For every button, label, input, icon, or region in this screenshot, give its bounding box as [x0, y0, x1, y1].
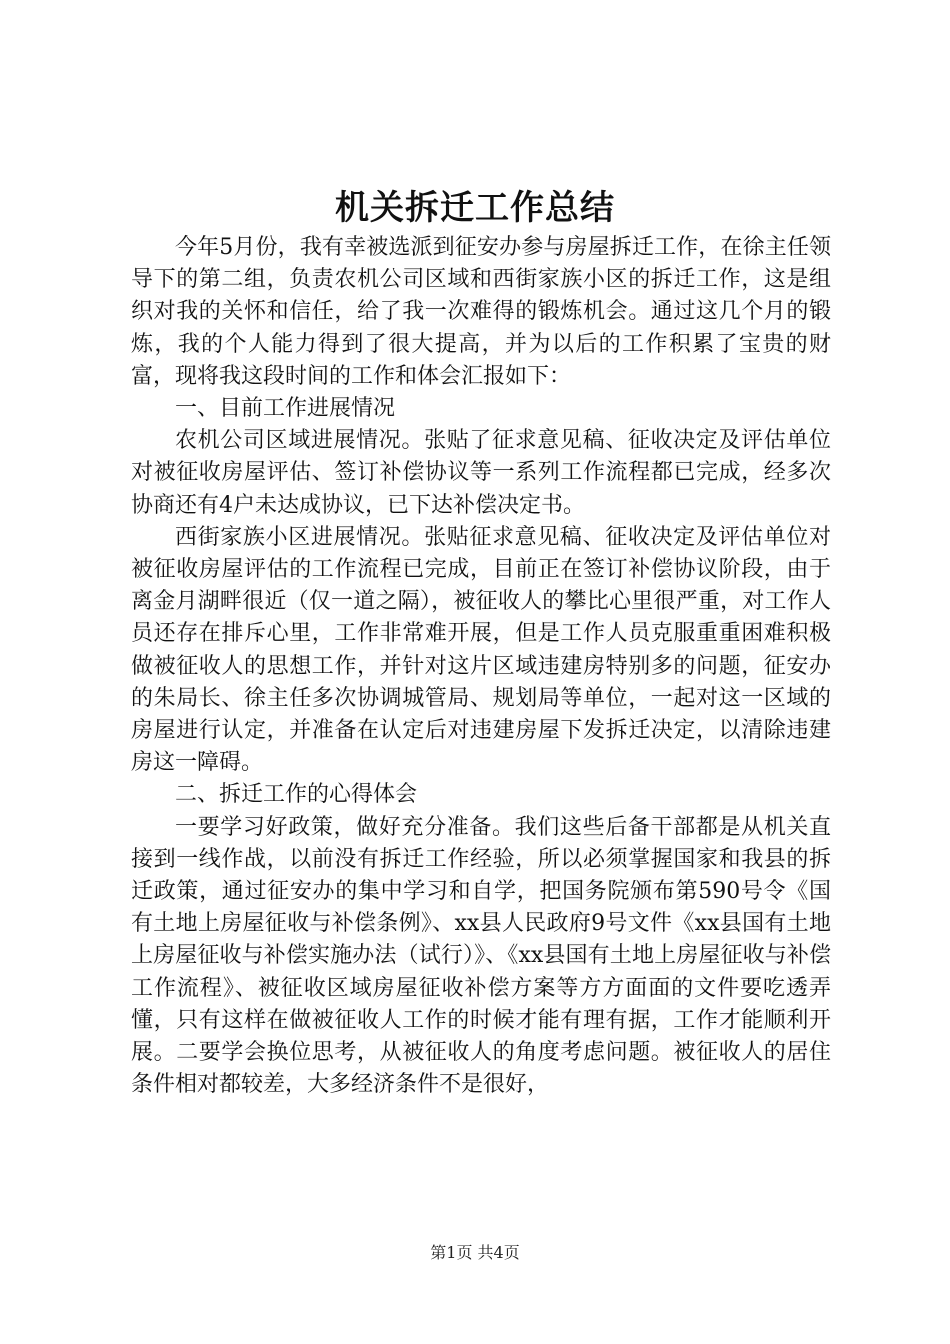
document-body: [131, 232, 831, 1101]
paragraph-xijie-progress: 西街家族小区进展情况。张贴征求意见稿、征收决定及评估单位对被征收房屋评估的工作流程已完成，目前正在签订补偿协议阶段，由于离金月湖畔很近（仅一道之隔），被征收人的攀比心里很严重，对工作人员还存在排斥心里，工作非常难开展，但是工作人员克服重重困难积极做被征收人的思想工作，并针对这片区域违建房特别多的问题，征安办的朱局长、徐主任多次协调城管局、规划局等单位，一起对这一区域的房屋进行认定，并准备在认定后对违建房屋下发拆迁决定，以清除违建房这一障碍。: [131, 524, 831, 776]
section-heading-experience: 二、拆迁工作的心得体会: [175, 782, 418, 808]
page-footer: 第1页 共4页: [430, 1243, 520, 1262]
paragraph-nongji-progress: 农机公司区域进展情况。张贴了征求意见稿、征收决定及评估单位对被征收房屋评估、签订补偿协议等一系列工作流程都已完成，经多次协商还有4户未达成协议，已下达补偿决定书。: [131, 428, 831, 518]
paragraph-intro: 今年5月份，我有幸被选派到征安办参与房屋拆迁工作，在徐主任领导下的第二组，负责农机公司区域和西街家族小区的拆迁工作，这是组织对我的关怀和信任，给了我一次难得的锻炼机会。通过这几个月的锻炼，我的个人能力得到了很大提高，并为以后的工作积累了宝贵的财富，现将我这段时间的工作和体会汇报如下：: [131, 235, 831, 389]
paragraph-experience: 一要学习好政策，做好充分准备。我们这些后备干部都是从机关直接到一线作战，以前没有拆迁工作经验，所以必须掌握国家和我县的拆迁政策，通过征安办的集中学习和自学，把国务院颁布第590号令《国有土地上房屋征收与补偿条例》、xx县人民政府9号文件《xx县国有土地上房屋征收与补偿实施办法（试行）》、《xx县国有土地上房屋征收与补偿工作流程》、被征收区域房屋征收补偿方案等方方面面的文件要吃透弄懂，只有这样在做被征收人工作的时候才能有理有据，工作才能顺利开展。二要学会换位思考，从被征收人的角度考虑问题。被征收人的居住条件相对都较差，大多经济条件不是很好，: [131, 814, 831, 1098]
section-heading-progress: 一、目前工作进展情况: [175, 396, 396, 422]
document-title: 机关拆迁工作总结: [335, 188, 615, 228]
